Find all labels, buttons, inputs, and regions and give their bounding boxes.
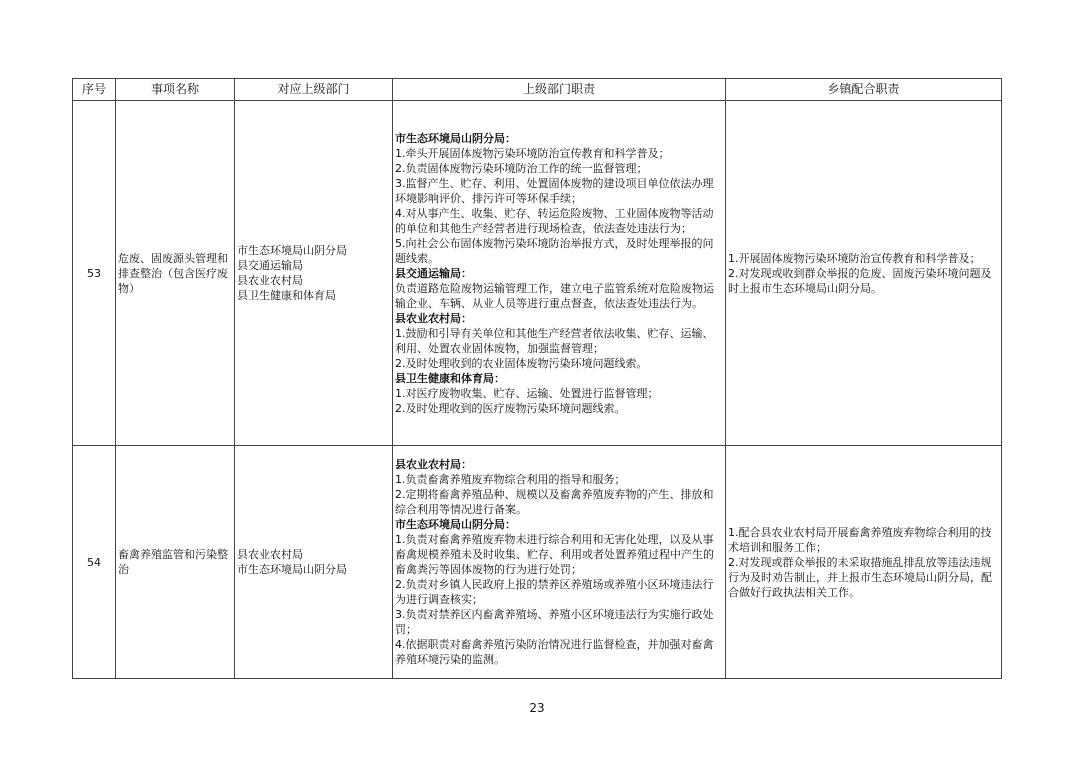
township-cell [726,446,1002,679]
duty-dept-title: 县农业农村局： [395,311,472,325]
duty-cell [393,446,726,679]
duty-cell [393,101,726,446]
table-row [73,101,1002,446]
duty-line: 4.依据职责对畜禽养殖污染防治情况进行监督检查，并加强对畜禽养殖环境污染的监测。 [395,638,714,666]
duty-line: 2.及时处理收到的医疗废物污染环境问题线索。 [395,401,626,415]
duty-line: 5.向社会公布固体废物污染环境防治举报方式，及时处理举报的问题线索。 [395,236,714,265]
duty-line: 1.对医疗废物收集、贮存、运输、处置进行监督管理； [395,386,659,400]
row-no: 54 [73,446,116,679]
duty-dept-title: 县农业农村局： [395,458,472,471]
item-name: 危废、固废源头管理和排查整治（包含医疗废物） [116,101,235,446]
header-duty: 上级部门职责 [393,79,726,101]
header-township: 乡镇配合职责 [726,79,1002,101]
department-name: 市生态环境局山阴分局 [237,244,347,257]
header-item: 事项名称 [116,79,235,101]
duty-line: 1.牵头开展固体废物污染环境防治宣传教育和科学普及； [395,146,670,160]
duty-line: 2.定期将畜禽养殖品种、规模以及畜禽养殖废弃物的产生、排放和综合利用等情况进行备案。 [395,488,714,516]
header-department: 对应上级部门 [235,79,393,101]
duty-line: 1.负责畜禽养殖废弃物综合利用的指导和服务； [395,473,626,486]
item-name: 畜禽养殖监管和污染整治 [116,446,235,679]
duty-dept-title: 县交通运输局： [395,266,472,280]
header-no: 序号 [73,79,116,101]
department-list [235,446,393,679]
row-no: 53 [73,101,116,446]
department-name: 县交通运输局 [237,259,303,272]
township-line: 2.对发现或收到群众举报的危废、固废污染环境问题及时上报市生态环境局山阴分局。 [728,266,992,295]
duty-line: 2.负责固体废物污染环境防治工作的统一监督管理； [395,161,648,175]
duty-dept-title: 市生态环境局山阴分局： [395,518,516,531]
duty-line: 负责道路危险废物运输管理工作，建立电子监管系统对危险废物运输企业、车辆、从业人员等进行重点督查，依法查处违法行为。 [395,281,714,310]
duty-dept-title: 市生态环境局山阴分局： [395,131,516,145]
township-cell [726,101,1002,446]
duty-dept-title: 县卫生健康和体育局： [395,371,505,385]
department-name: 县农业农村局 [237,548,303,561]
duty-line: 2.及时处理收到的农业固体废物污染环境问题线索。 [395,356,648,370]
duty-line: 1.鼓励和引导有关单位和其他生产经营者依法收集、贮存、运输、利用、处置农业固体废物，加强监督管理； [395,326,714,355]
duty-line: 1.负责对畜禽养殖废弃物未进行综合利用和无害化处理，以及从事畜禽规模养殖未及时收集、贮存、利用或者处置养殖过程中产生的畜禽粪污等固体废物的行为进行处罚； [395,533,714,576]
township-line: 1.开展固体废物污染环境防治宣传教育和科学普及； [728,251,981,265]
duty-table [72,78,1002,679]
department-name: 县卫生健康和体育局 [237,289,336,302]
header-row [73,79,1002,101]
duty-line: 2.负责对乡镇人民政府上报的禁养区养殖场或养殖小区环境违法行为进行调查核实； [395,578,714,606]
duty-line: 3.监督产生、贮存、利用、处置固体废物的建设项目单位依法办理环境影响评价、排污许可等环保手续； [395,176,714,205]
department-list [235,101,393,446]
department-name: 市生态环境局山阴分局 [237,563,347,576]
township-line: 1.配合县农业农村局开展畜禽养殖废弃物综合利用的技术培训和服务工作； [728,525,992,554]
duty-line: 3.负责对禁养区内畜禽养殖场、养殖小区环境违法行为实施行政处罚； [395,608,714,636]
duty-line: 4.对从事产生、收集、贮存、转运危险废物、工业固体废物等活动的单位和其他生产经营者进行现场检查，依法查处违法行为； [395,206,714,235]
township-line: 2.对发现或群众举报的未采取措施乱排乱放等违法违规行为及时劝告制止，并上报市生态环境局山阴分局，配合做好行政执法相关工作。 [728,555,992,599]
page-number: 23 [529,701,545,715]
table-row [73,446,1002,679]
department-name: 县农业农村局 [237,274,303,287]
